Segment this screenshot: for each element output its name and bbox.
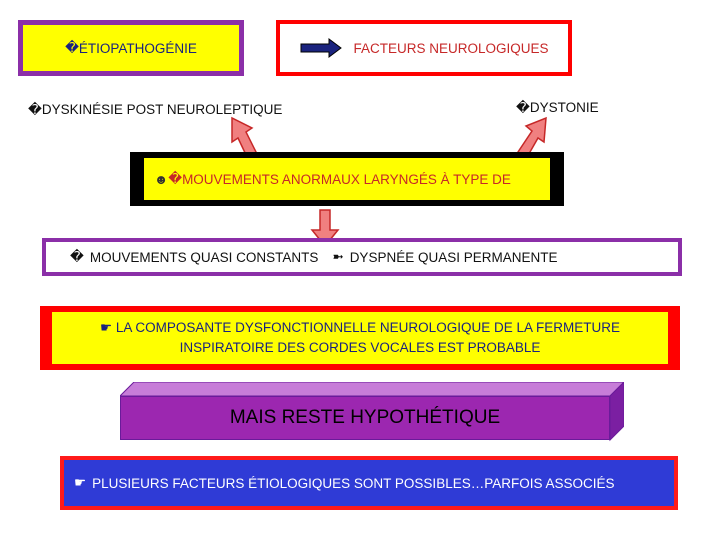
composante-box [40, 306, 680, 370]
mouvements-anormaux-box [130, 152, 564, 206]
etiopathogenie-label: ÉTIOPATHOGÉNIE [78, 40, 197, 56]
missing-glyph-icon: � [70, 249, 84, 264]
composante-line-1-text: LA COMPOSANTE DYSFONCTIONNELLE NEUROLOGIQUE DE LA FERMETURE [115, 320, 620, 335]
hypothetique-box [120, 382, 624, 442]
quasi-constants-box [42, 238, 682, 276]
facteurs-neurologiques-label: FACTEURS NEUROLOGIQUES [353, 40, 549, 56]
plusieurs-facteurs-box [60, 456, 678, 510]
double-arrow-icon: ➼ [332, 249, 344, 264]
composante-line-2: INSPIRATOIRE DES CORDES VOCALES EST PROBABLE [179, 340, 541, 355]
dyskinesie-label: DYSKINÉSIE POST NEUROLEPTIQUE [41, 102, 283, 117]
mouvements-anormaux-label: MOUVEMENTS ANORMAUX LARYNGÉS À TYPE DE [182, 171, 511, 187]
missing-glyph-icon: � [65, 40, 79, 55]
bullet-icon: ☻ [154, 171, 169, 187]
quasi-constants-label: MOUVEMENTS QUASI CONSTANTS [89, 249, 319, 265]
dyspnee-label: DYSPNÉE QUASI PERMANENTE [349, 249, 558, 265]
missing-glyph-icon: � [28, 102, 42, 117]
pointing-hand-icon: ☛ [100, 320, 113, 335]
missing-glyph-icon: � [516, 100, 530, 115]
composante-line-1 [100, 318, 620, 338]
pointing-hand-icon: ☛ [74, 475, 87, 490]
hypothetique-label: MAIS RESTE HYPOTHÉTIQUE [120, 396, 610, 440]
missing-glyph-icon: � [168, 171, 183, 186]
dystonie-label: DYSTONIE [529, 100, 599, 115]
plusieurs-facteurs-label: PLUSIEURS FACTEURS ÉTIOLOGIQUES SONT POSSIBLES…PARFOIS ASSOCIÉS [92, 475, 615, 491]
